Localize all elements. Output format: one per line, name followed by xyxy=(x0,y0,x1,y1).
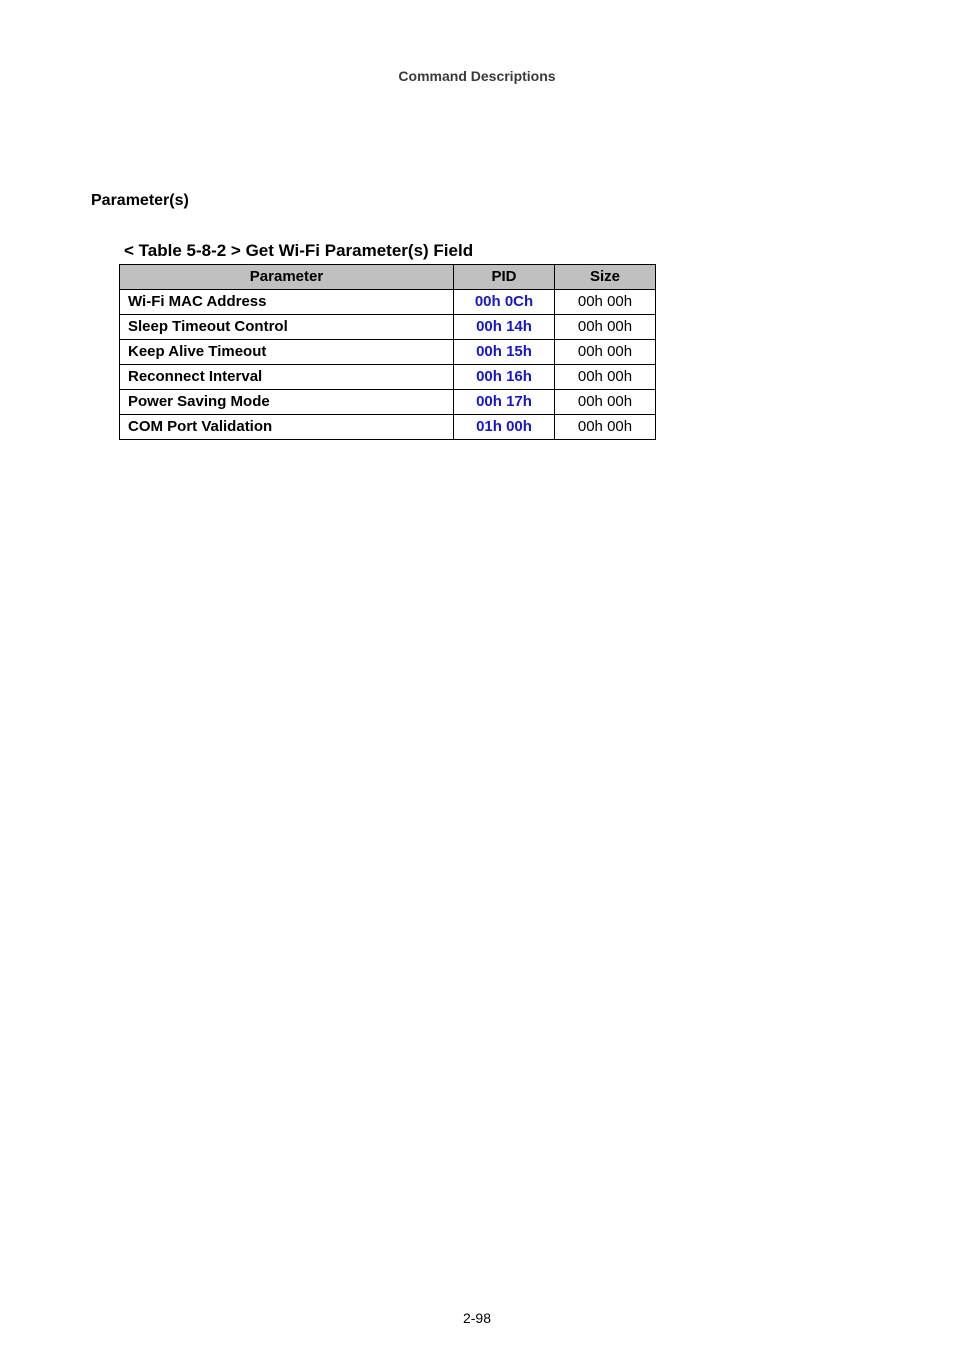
table-row xyxy=(120,365,656,390)
table-row xyxy=(120,390,656,415)
pid-value: 00h 14h xyxy=(454,315,555,340)
pid-value: 00h 16h xyxy=(454,365,555,390)
table-row xyxy=(120,340,656,365)
table-caption: < Table 5-8-2 > Get Wi-Fi Parameter(s) Field xyxy=(124,241,474,260)
table-row xyxy=(120,315,656,340)
size-value: 00h 00h xyxy=(555,340,656,365)
table-row xyxy=(120,415,656,440)
parameter-name: Keep Alive Timeout xyxy=(120,340,454,365)
parameter-name: Reconnect Interval xyxy=(120,365,454,390)
parameter-name: Wi-Fi MAC Address xyxy=(120,290,454,315)
parameter-table xyxy=(119,264,656,440)
running-header: Command Descriptions xyxy=(398,68,556,84)
section-heading: Parameter(s) xyxy=(91,192,189,209)
pid-value: 00h 0Ch xyxy=(454,290,555,315)
table-row xyxy=(120,290,656,315)
size-value: 00h 00h xyxy=(555,365,656,390)
size-value: 00h 00h xyxy=(555,415,656,440)
column-header-size: Size xyxy=(555,265,656,290)
parameter-name: COM Port Validation xyxy=(120,415,454,440)
column-header-parameter: Parameter xyxy=(120,265,454,290)
page-number: 2-98 xyxy=(462,1310,492,1326)
size-value: 00h 00h xyxy=(555,290,656,315)
parameter-name: Sleep Timeout Control xyxy=(120,315,454,340)
pid-value: 00h 15h xyxy=(454,340,555,365)
parameter-name: Power Saving Mode xyxy=(120,390,454,415)
column-header-pid: PID xyxy=(454,265,555,290)
size-value: 00h 00h xyxy=(555,390,656,415)
pid-value: 00h 17h xyxy=(454,390,555,415)
size-value: 00h 00h xyxy=(555,315,656,340)
table-header-row xyxy=(120,265,656,290)
pid-value: 01h 00h xyxy=(454,415,555,440)
